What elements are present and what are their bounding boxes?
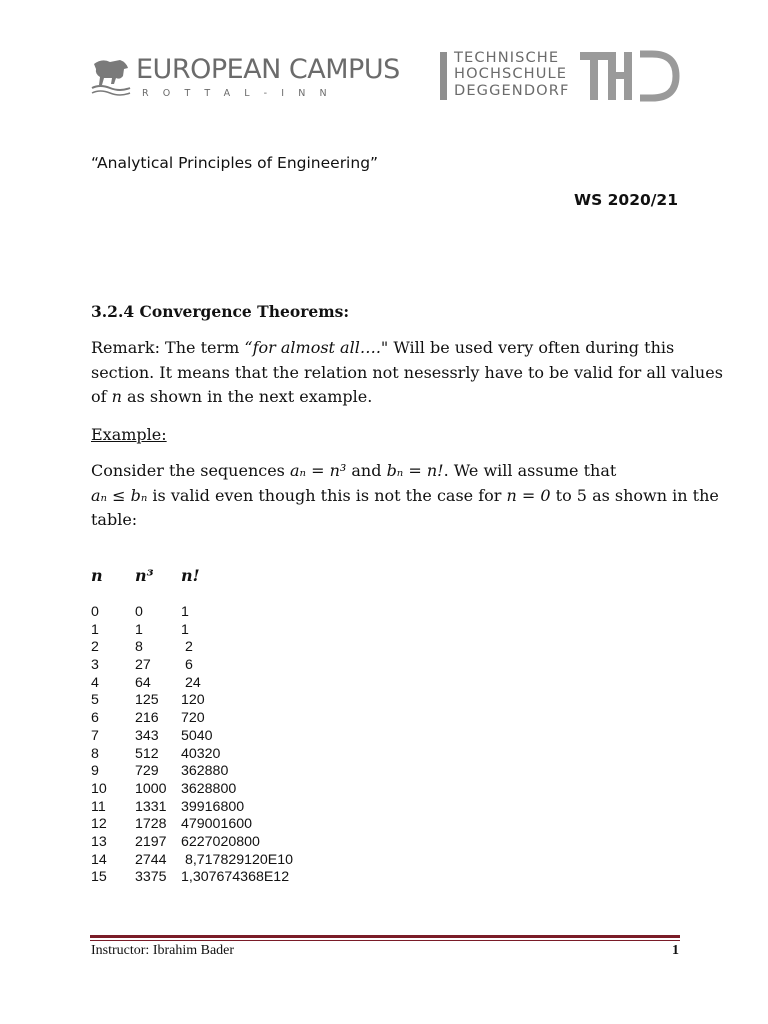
thd-monogram-icon: [580, 50, 680, 102]
cell-n: 10: [91, 780, 107, 797]
cell-n: 15: [91, 869, 107, 886]
sequence-a: aₙ = n³: [289, 461, 347, 480]
logo-line-1: TECHNISCHE: [454, 49, 560, 66]
footer-rule-thin: [90, 940, 680, 941]
cell-n-cubed: 1331: [135, 798, 167, 815]
remark-variable: n: [111, 387, 122, 406]
remark-after-term: Will be used very often during this: [388, 338, 675, 357]
cell-n-cubed: 3375: [135, 869, 167, 886]
example-label: Example:: [91, 425, 167, 444]
cell-n-cubed: 343: [135, 727, 159, 744]
cell-n-factorial: 1: [181, 621, 189, 638]
cell-n-cubed: 27: [135, 657, 151, 674]
cell-n-factorial: 2: [181, 639, 193, 656]
section-heading: 3.2.4 Convergence Theorems:: [91, 302, 350, 321]
remark-prefix: Remark: The term: [91, 338, 245, 357]
consider-text-5: to 5 as shown in the: [550, 485, 719, 505]
course-title: “Analytical Principles of Engineering”: [91, 154, 379, 172]
cell-n-cubed: 0: [135, 604, 143, 620]
cell-n: 12: [91, 816, 107, 833]
cell-n: 6: [91, 710, 99, 727]
table-header-n-cubed: n³: [135, 566, 154, 585]
logo-line-3: DEGGENDORF: [454, 81, 570, 99]
cell-n-factorial: 3628800: [181, 780, 237, 797]
cell-n-factorial: 8,717829120E10: [181, 851, 294, 868]
cell-n-factorial: 6: [181, 657, 193, 674]
logo-bar: [440, 52, 447, 100]
cell-n-cubed: 125: [135, 692, 159, 709]
table-header-n: n: [91, 566, 103, 585]
cell-n-factorial: 40320: [181, 745, 221, 762]
logo-title: EUROPEAN CAMPUS: [136, 54, 400, 85]
cell-n-factorial: 479001600: [181, 816, 253, 833]
cell-n-factorial: 24: [181, 674, 201, 691]
cell-n: 2: [91, 639, 99, 656]
cell-n-cubed: 1000: [135, 780, 167, 797]
consider-line-3: table:: [91, 510, 138, 529]
page-number: 1: [672, 943, 679, 958]
european-campus-logo: [90, 50, 400, 106]
range-start: n = 0: [506, 485, 551, 505]
consider-text-2: and: [346, 461, 387, 480]
consider-paragraph: [91, 459, 719, 533]
cell-n: 11: [91, 798, 106, 815]
cell-n-factorial: 39916800: [181, 798, 245, 815]
cell-n: 13: [91, 833, 107, 850]
cell-n-cubed: 64: [135, 674, 151, 691]
cell-n-cubed: 2197: [135, 833, 167, 850]
horse-icon: [90, 54, 132, 96]
remark-line-3-prefix: of: [91, 387, 112, 406]
cell-n: 14: [91, 851, 107, 868]
semester-label: WS 2020/21: [573, 191, 678, 209]
cell-n-cubed: 2744: [135, 851, 167, 868]
cell-n: 3: [91, 657, 99, 674]
cell-n: 5: [91, 692, 99, 709]
remark-line-2: section. It means that the relation not nesessrly have to be valid for all values: [91, 362, 723, 382]
table-header-n-factorial: n!: [181, 566, 200, 585]
cell-n: 0: [91, 604, 99, 620]
cell-n-cubed: 216: [135, 710, 159, 727]
cell-n-factorial: 1,307674368E12: [181, 869, 290, 886]
consider-text-1: Consider the sequences: [91, 461, 290, 480]
cell-n-cubed: 1728: [135, 816, 167, 833]
consider-text-3: . We will assume that: [443, 461, 617, 480]
cell-n-factorial: 6227020800: [181, 833, 260, 850]
remark-term: “for almost all….": [244, 338, 389, 357]
cell-n: 4: [91, 674, 99, 691]
logo-subtitle: ROTTAL-INN: [142, 88, 341, 99]
cell-n-cubed: 8: [135, 639, 143, 656]
cell-n: 8: [91, 745, 99, 762]
cell-n-cubed: 729: [135, 763, 159, 780]
consider-text-4: is valid even though this is not the case for: [147, 485, 507, 505]
cell-n-factorial: 120: [181, 692, 205, 709]
remark-line-3-suffix: as shown in the next example.: [121, 387, 373, 406]
cell-n-factorial: 5040: [181, 727, 213, 744]
cell-n-cubed: 512: [135, 745, 159, 762]
inequality: aₙ ≤ bₙ: [91, 485, 148, 505]
cell-n-factorial: 1: [181, 604, 189, 620]
cell-n: 9: [91, 763, 99, 780]
sequence-b: bₙ = n!: [386, 461, 444, 480]
thd-logo: [440, 50, 690, 106]
footer-rule-thick: [90, 935, 680, 938]
cell-n-factorial: 362880: [181, 763, 229, 780]
footer-instructor: Instructor: Ibrahim Bader: [91, 943, 235, 958]
cell-n-factorial: 720: [181, 710, 205, 727]
cell-n: 1: [91, 621, 99, 638]
cell-n: 7: [91, 727, 99, 744]
cell-n-cubed: 1: [135, 621, 143, 638]
remark-paragraph: [91, 336, 723, 410]
logo-line-2: HOCHSCHULE: [454, 65, 568, 83]
thd-logo-text: [454, 50, 569, 99]
